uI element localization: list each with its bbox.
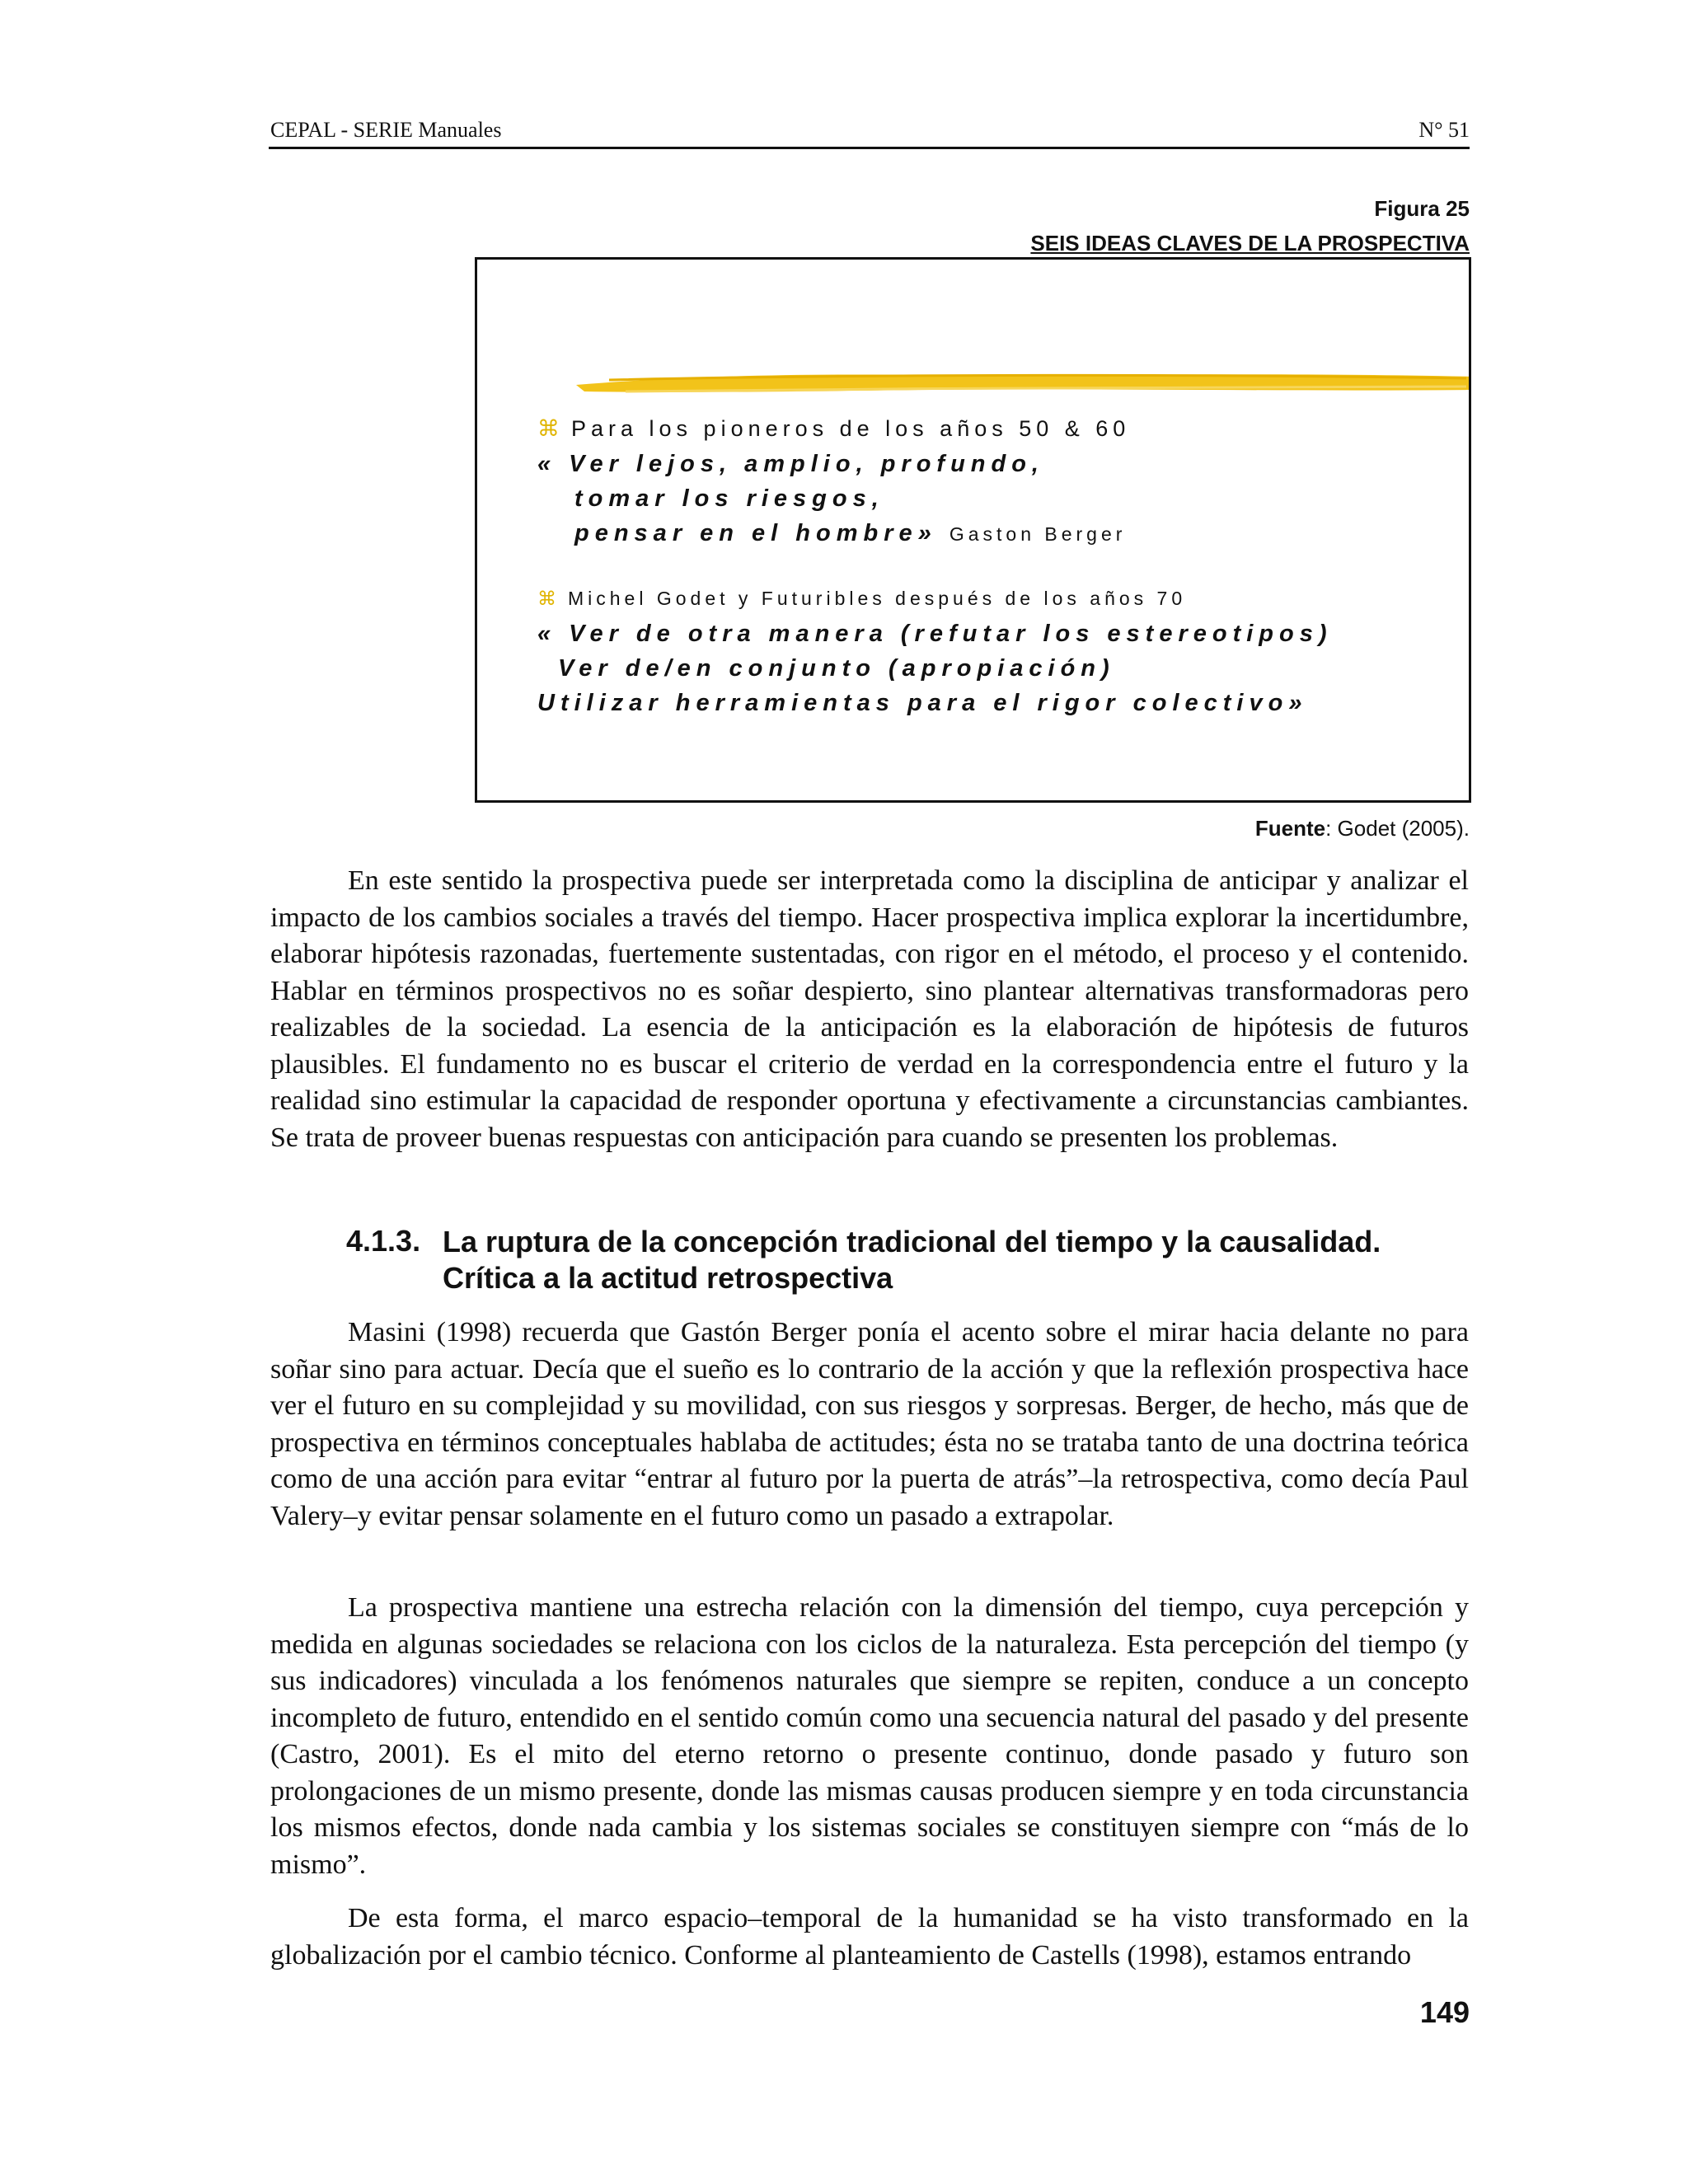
figure-line-quote-6: Utilizar herramientas para el rigor colectivo» (537, 690, 1308, 716)
figure-number: Figura 25 (1374, 196, 1470, 221)
paragraph-1-text: En este sentido la prospectiva puede ser interpretada como la disciplina de anticipar y analizar el impacto de los cambios sociales a través del tiempo. Hacer prospectiva implica explorar la incertidumbre, elaborar hipótesis razonadas, fuertemente sustentadas, con rigor en el método, el proceso y el contenido. Hablar en términos prospectivos no es soñar despierto, sino plantear alternativas transformadoras pero realizables de la sociedad. La esencia de la anticipación es la elaboración de hipótesis de futuros plausibles. El fundamento no es buscar el criterio de verdad en la correspondencia entre el futuro y la realidad sino estimular la capacidad de responder oportuna y efectivamente a circunstancias cambiantes. Se trata de proveer buenas respuestas con anticipación para cuando se presenten los problemas. (270, 865, 1469, 1153)
figure-line-quote-5: Ver de/en conjunto (apropiación) (558, 655, 1115, 682)
header-rule (269, 147, 1470, 149)
figure-box (475, 257, 1471, 803)
paragraph-3-text: La prospectiva mantiene una estrecha relación con la dimensión del tiempo, cuya percepción y medida en algunas sociedades se relaciona con los ciclos de la naturaleza. Esta percepción del tiempo (y sus indicadores) vinculada a los fenómenos naturales que siempre se repiten, conduce a un concepto incompleto de futuro, entendido en el sentido común como una secuencia natural del pasado y del presente (Castro, 2001). Es el mito del eterno retorno o presente continuo, donde pasado y futuro son prolongaciones de un mismo presente, donde las mismas causas producen siempre y en toda circunstancia los mismos efectos, donde nada cambia y los sistemas sociales se constituyen siempre con “más de lo mismo”. (270, 1592, 1469, 1880)
pioneers-text: Para los pioneros de los años 50 & 60 (571, 416, 1131, 441)
paragraph-4-text: De esta forma, el marco espacio–temporal de la humanidad se ha visto transformado en la globalización por el cambio técnico. Conforme al planteamiento de Castells (1998), estamos entrando (270, 1903, 1469, 1971)
figure-line-pioneers (537, 416, 1130, 442)
figure-source (1255, 816, 1470, 841)
quote-author: Gaston Berger (949, 523, 1127, 545)
source-label: Fuente (1254, 816, 1326, 841)
running-header-series-number: N° 51 (1418, 118, 1470, 142)
figure-line-quote-4: « Ver de otra manera (refutar los estereotipos) (537, 621, 1333, 647)
figure-title: SEIS IDEAS CLAVES DE LA PROSPECTIVA (1030, 231, 1470, 255)
source-text: : Godet (2005). (1325, 816, 1470, 841)
section-number: 4.1.3. (346, 1224, 421, 1258)
figure-line-quote-2: tomar los riesgos, (574, 485, 884, 512)
paragraph-1 (270, 863, 1469, 1156)
command-bullet-icon: ⌘ (537, 588, 556, 609)
section-title-line-1: La ruptura de la concepción tradicional del tiempo y la causalidad. (443, 1225, 1381, 1258)
figure-line-quote-3 (574, 520, 1126, 547)
figure-line-godet (537, 588, 1186, 610)
paragraph-4 (270, 1900, 1469, 1974)
running-header-title: CEPAL - SERIE Manuales (270, 118, 502, 142)
page-number: 149 (1419, 1995, 1470, 2029)
yellow-brush-stroke (576, 367, 1471, 400)
godet-text: Michel Godet y Futuribles después de los años 70 (568, 588, 1187, 609)
command-bullet-icon: ⌘ (537, 416, 560, 441)
paragraph-3 (270, 1590, 1469, 1883)
paragraph-2-text: Masini (1998) recuerda que Gastón Berger ponía el acento sobre el mirar hacia delante no para soñar sino para actuar. Decía que el sueño es lo contrario de la acción y que la reflexión prospectiva hace ver el futuro en su complejidad y su movilidad, con sus riesgos y sorpresas. Berger, de hecho, más que de prospectiva en términos conceptuales hablaba de actitudes; ésta no se trataba tanto de una doctrina teórica como de una acción para evitar “entrar al futuro por la puerta de atrás”–la retrospectiva, como decía Paul Valery–y evitar pensar solamente en el futuro como un pasado a extrapolar. (270, 1317, 1469, 1531)
paragraph-2 (270, 1315, 1469, 1535)
quote-3-text: pensar en el hombre» (574, 520, 937, 546)
section-title-line-2: Crítica a la actitud retrospectiva (443, 1261, 893, 1295)
figure-line-quote-1: « Ver lejos, amplio, profundo, (537, 451, 1044, 477)
section-title (443, 1224, 1432, 1296)
